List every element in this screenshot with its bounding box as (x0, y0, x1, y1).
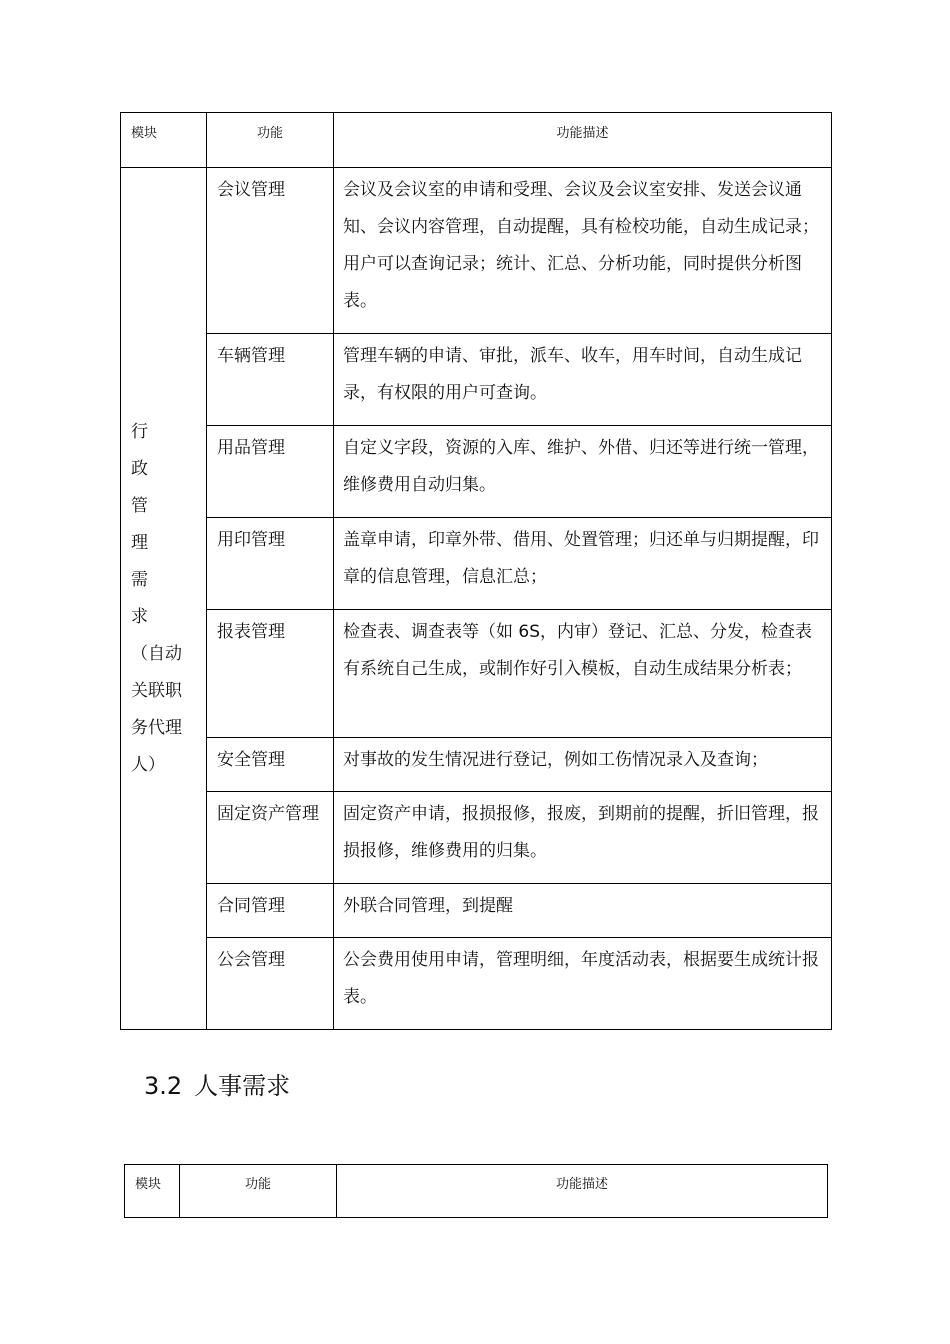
section-title: 人事需求 (194, 1072, 291, 1100)
function-cell: 用品管理 (207, 426, 334, 518)
table-row (121, 738, 832, 792)
module-label-line: 需 (131, 569, 148, 590)
description-cell: 检查表、调查表等（如 6S，内审）登记、汇总、分发，检查表有系统自己生成，或制作好引入模板，自动生成结果分析表； (334, 610, 832, 738)
description-cell: 对事故的发生情况进行登记，例如工伤情况录入及查询； (334, 738, 832, 792)
module-label-line: 关联职 (131, 680, 182, 701)
header-description: 功能描述 (334, 113, 832, 168)
module-label-line: 行 (131, 421, 148, 442)
table-row (121, 792, 832, 884)
table-row (121, 334, 832, 426)
description-cell: 盖章申请，印章外带、借用、处置管理；归还单与归期提醒，印章的信息管理，信息汇总； (334, 518, 832, 610)
table-row (121, 610, 832, 738)
table-header-row (125, 1165, 828, 1218)
description-cell: 自定义字段，资源的入库、维护、外借、归还等进行统一管理，维修费用自动归集。 (334, 426, 832, 518)
hr-requirements-table (124, 1164, 828, 1218)
description-cell: 固定资产申请，报损报修，报废，到期前的提醒，折旧管理，报损报修，维修费用的归集。 (334, 792, 832, 884)
function-cell: 会议管理 (207, 168, 334, 334)
function-cell: 车辆管理 (207, 334, 334, 426)
module-label-line: （自动 (131, 643, 182, 664)
function-cell: 固定资产管理 (207, 792, 334, 884)
module-label-line: 管 (131, 495, 148, 516)
section-heading (144, 1066, 290, 1101)
table-header-row (121, 113, 832, 168)
module-label-line: 务代理 (131, 717, 182, 738)
description-cell: 公会费用使用申请，管理明细，年度活动表，根据要生成统计报表。 (334, 938, 832, 1030)
section-number: 3.2 (144, 1072, 183, 1100)
header-module: 模块 (121, 113, 207, 168)
function-cell: 用印管理 (207, 518, 334, 610)
function-cell: 公会管理 (207, 938, 334, 1030)
table-row (121, 884, 832, 938)
header-function: 功能 (207, 113, 334, 168)
function-cell: 报表管理 (207, 610, 334, 738)
table-row (121, 426, 832, 518)
table-row (121, 938, 832, 1030)
module-label-line: 政 (131, 458, 148, 479)
function-cell: 合同管理 (207, 884, 334, 938)
module-label-line: 求 (131, 606, 148, 627)
description-cell: 管理车辆的申请、审批，派车、收车，用车时间，自动生成记录，有权限的用户可查询。 (334, 334, 832, 426)
admin-requirements-table (120, 112, 832, 1030)
module-label-line: 人） (131, 754, 165, 775)
module-label-cell (121, 168, 207, 1030)
header-description: 功能描述 (337, 1165, 828, 1218)
function-cell: 安全管理 (207, 738, 334, 792)
module-label-line: 理 (131, 532, 148, 553)
table-row (121, 518, 832, 610)
header-function: 功能 (180, 1165, 337, 1218)
description-cell: 会议及会议室的申请和受理、会议及会议室安排、发送会议通知、会议内容管理，自动提醒，具有检校功能，自动生成记录；用户可以查询记录；统计、汇总、分析功能，同时提供分析图表。 (334, 168, 832, 334)
header-module: 模块 (125, 1165, 180, 1218)
description-cell: 外联合同管理，到提醒 (334, 884, 832, 938)
table-row (121, 168, 832, 334)
